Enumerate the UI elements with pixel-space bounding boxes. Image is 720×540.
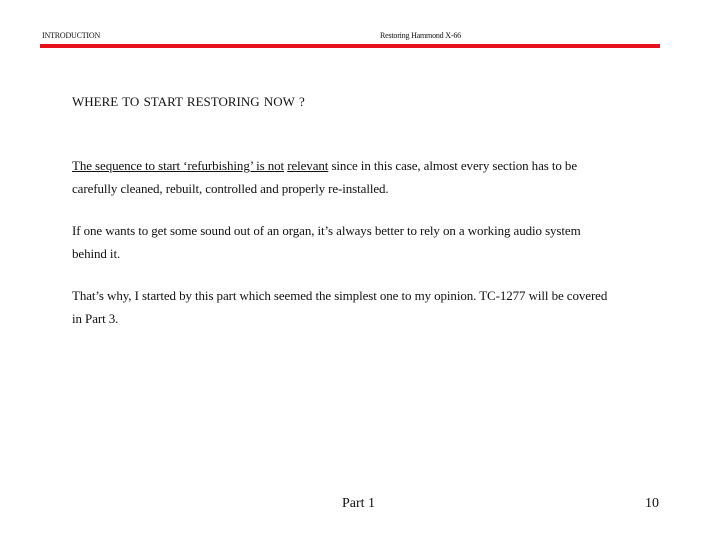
header-document-title: Restoring Hammond X-66 (380, 31, 461, 40)
paragraph-1-relevant-word: relevant (287, 158, 329, 173)
paragraph-2-line2: behind it. (72, 246, 121, 261)
page-heading: WHERE TO START RESTORING NOW ? (72, 94, 305, 109)
paragraph-1 (72, 154, 652, 200)
header-divider (40, 44, 660, 48)
header-section-label: INTRODUCTION (42, 31, 101, 40)
paragraph-3-line2: in Part 3. (72, 311, 119, 326)
paragraph-1-line2: carefully cleaned, rebuilt, controlled and properly re-installed. (72, 181, 389, 196)
paragraph-2 (72, 219, 652, 265)
footer-part-label: Part 1 (342, 496, 376, 511)
paragraph-1-line1-rest: since in this case, almost every section has to be (328, 158, 577, 173)
paragraph-3-line1: That’s why, I started by this part which seemed the simplest one to my opinion. TC-1277 will be covered (72, 288, 608, 303)
paragraph-3 (72, 284, 652, 330)
footer-page-number: 10 (645, 496, 659, 511)
paragraph-2-line1: If one wants to get some sound out of an organ, it’s always better to rely on a working audio system (72, 223, 581, 238)
paragraph-1-underlined-phrase: The sequence to start ‘refurbishing’ is not (72, 158, 285, 173)
